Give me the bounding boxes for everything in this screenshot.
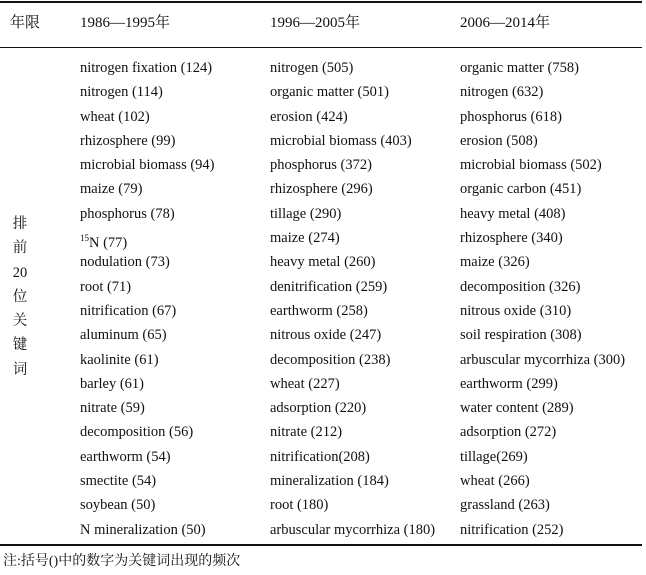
keyword-cell: earthworm (54) (80, 448, 171, 465)
header-1996-2005: 1996—2005年 (270, 15, 361, 31)
keyword-cell: microbial biomass (502) (460, 157, 602, 174)
keyword-cell: nitrogen (505) (270, 60, 354, 76)
keyword-cell: heavy metal (408) (460, 205, 566, 222)
row-label-char: 前 (12, 240, 28, 257)
keyword-cell: rhizosphere (340) (460, 230, 563, 247)
keyword-cell: decomposition (326) (460, 278, 581, 295)
keyword-cell: erosion (508) (460, 132, 538, 149)
keyword-cell: nitrification (252) (460, 521, 564, 538)
keyword-cell: erosion (424) (270, 108, 348, 125)
table-header-rule (0, 47, 642, 48)
keyword-cell: arbuscular mycorrhiza (180) (270, 521, 436, 538)
table-top-rule (0, 1, 642, 3)
keyword-cell: rhizosphere (296) (270, 181, 373, 198)
keyword-cell: adsorption (272) (460, 424, 557, 441)
keyword-cell: nitrous oxide (247) (270, 327, 382, 344)
header-1986-1995: 1986—1995年 (80, 15, 171, 31)
keyword-cell: grassland (263) (460, 497, 550, 514)
keyword-cell: smectite (54) (80, 473, 157, 490)
keyword-cell: arbuscular mycorrhiza (300) (460, 351, 626, 368)
table-footnote: 注:括号()中的数字为关键词出现的频次 (3, 554, 241, 569)
keyword-cell: nitrate (212) (270, 424, 343, 441)
keyword-cell: organic matter (501) (270, 84, 389, 101)
keyword-cell: rhizosphere (99) (80, 132, 176, 149)
keyword-cell: tillage(269) (460, 448, 528, 465)
header-period: 年限 (10, 15, 41, 31)
keyword-cell: maize (274) (270, 230, 340, 247)
keyword-list-2006-2014 (460, 56, 625, 542)
row-label-char: 键 (12, 337, 28, 354)
keyword-cell: nitrogen fixation (124) (80, 60, 213, 76)
keyword-cell: tillage (290) (270, 205, 342, 222)
keyword-cell: heavy metal (260) (270, 254, 376, 271)
keyword-cell: nitrogen (114) (80, 84, 163, 101)
keyword-cell: maize (326) (460, 254, 530, 271)
keyword-cell: nitrification(208) (270, 448, 370, 465)
keyword-cell: microbial biomass (94) (80, 157, 215, 174)
row-label-char: 位 (12, 288, 28, 305)
keyword-cell: phosphorus (618) (460, 108, 562, 125)
keyword-cell: wheat (227) (270, 375, 340, 392)
keyword-cell: decomposition (238) (270, 351, 391, 368)
keyword-cell: nitrogen (632) (460, 84, 544, 101)
keyword-cell: N mineralization (50) (80, 521, 206, 538)
keyword-cell: microbial biomass (403) (270, 132, 412, 149)
keyword-cell: phosphorus (372) (270, 157, 372, 174)
keyword-list-1986-1995 (80, 56, 215, 542)
keyword-cell: root (180) (270, 497, 329, 514)
keyword-list-1996-2005 (270, 56, 435, 542)
keyword-cell: mineralization (184) (270, 473, 389, 490)
row-label-char: 20 (12, 264, 28, 281)
keyword-cell: earthworm (299) (460, 375, 558, 392)
keyword-cell: adsorption (220) (270, 400, 367, 417)
keyword-cell: denitrification (259) (270, 278, 388, 295)
keyword-cell: maize (79) (80, 181, 143, 198)
table-bottom-rule (0, 544, 642, 546)
keyword-cell: barley (61) (80, 375, 145, 392)
row-label-char: 排 (12, 216, 28, 232)
header-2006-2014: 2006—2014年 (460, 15, 551, 31)
keyword-cell: soil respiration (308) (460, 327, 582, 344)
row-label-char: 关 (12, 313, 28, 330)
keyword-cell: nodulation (73) (80, 254, 170, 271)
keyword-cell: organic matter (758) (460, 60, 579, 76)
row-label-top20-keywords (10, 212, 30, 382)
keyword-cell: soybean (50) (80, 497, 156, 514)
keyword-cell: $^{15}$N (77) (80, 233, 128, 251)
keyword-cell: decomposition (56) (80, 424, 194, 441)
keyword-cell: phosphorus (78) (80, 205, 175, 222)
row-label-char: 词 (12, 361, 28, 378)
keyword-cell: root (71) (80, 278, 132, 295)
keyword-cell: wheat (266) (460, 473, 530, 490)
keyword-cell: water content (289) (460, 400, 574, 417)
keyword-cell: organic carbon (451) (460, 181, 582, 198)
keyword-cell: earthworm (258) (270, 302, 368, 319)
keyword-cell: nitrous oxide (310) (460, 302, 572, 319)
keyword-cell: nitrate (59) (80, 400, 145, 417)
keyword-cell: aluminum (65) (80, 327, 167, 344)
keyword-cell: wheat (102) (80, 108, 150, 125)
keyword-cell: nitrification (67) (80, 302, 177, 319)
keyword-cell: kaolinite (61) (80, 351, 159, 368)
